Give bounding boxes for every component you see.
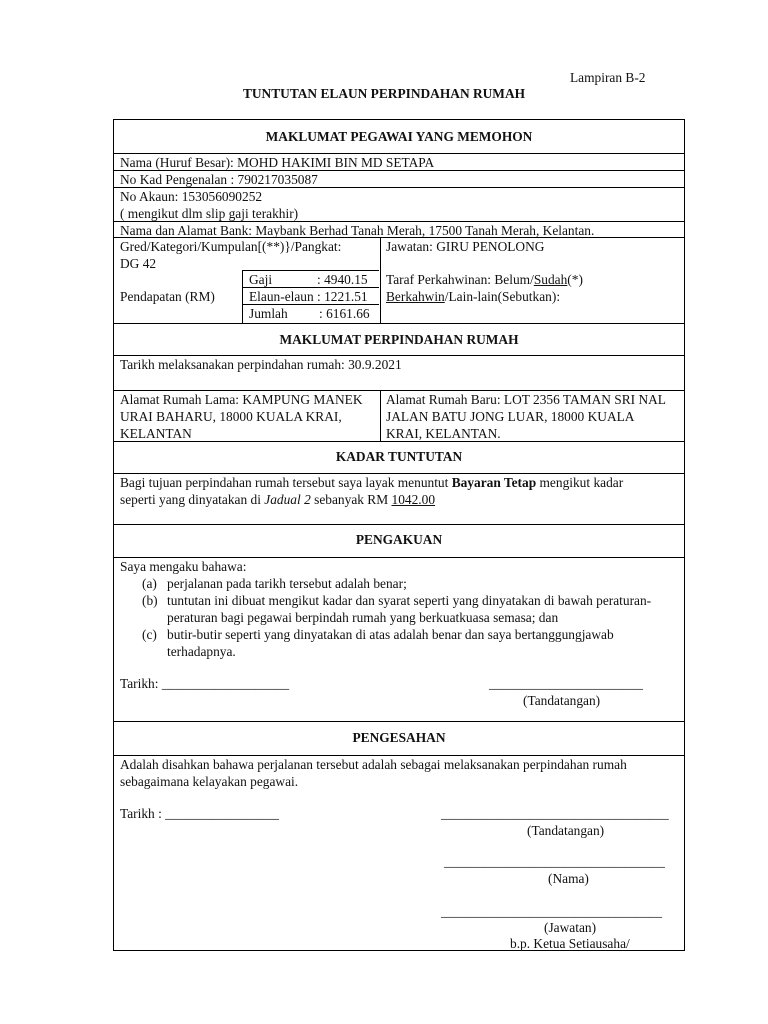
divider [114, 721, 684, 722]
akaun-field: No Akaun: 153056090252 [120, 189, 263, 204]
form-title: TUNTUTAN ELAUN PERPINDAHAN RUMAH [242, 86, 526, 101]
alamat-lama-line: URAI BAHARU, 18000 KUALA KRAI, [120, 409, 342, 424]
divider [114, 524, 684, 525]
pengesahan-text-line: Adalah disahkan bahawa perjalanan tersebut adalah sebagai melaksanakan perpindahan rumah [120, 757, 627, 772]
pengesahan-jawatan-line[interactable]: _________________________________ [441, 904, 662, 919]
pendapatan-label: Pendapatan (RM) [120, 289, 215, 304]
alamat-baru-line: Alamat Rumah Baru: LOT 2356 TAMAN SRI NAL [386, 392, 666, 407]
pengakuan-marker: (b) [142, 593, 158, 608]
pengesahan-jawatan-label: (Jawatan) [544, 920, 597, 935]
kad-pengenalan-field: No Kad Pengenalan : 790217035087 [120, 172, 318, 187]
alamat-lama-line: KELANTAN [120, 426, 192, 441]
gaji-label: Gaji [249, 272, 273, 287]
kadar-text-line: seperti yang dinyatakan di Jadual 2 sebanyak RM 1042.00 [120, 492, 436, 507]
pengakuan-item-line: butir-butir seperti yang dinyatakan di atas adalah benar dan saya bertanggungjawab [167, 627, 614, 642]
divider [380, 237, 381, 323]
pengakuan-item-line: tuntutan ini dibuat mengikut kadar dan syarat seperti yang dinyatakan di bawah peraturan- [167, 593, 652, 608]
alamat-lama-line: Alamat Rumah Lama: KAMPUNG MANEK [120, 392, 363, 407]
pengesahan-tarikh-field[interactable]: Tarikh : _________________ [120, 806, 279, 821]
pengakuan-intro: Saya mengaku bahawa: [120, 559, 247, 574]
alamat-baru-line: KRAI, KELANTAN. [386, 426, 501, 441]
gred-label: Gred/Kategori/Kumpulan[(**)}/Pangkat: [120, 239, 342, 254]
akaun-note: ( mengikut dlm slip gaji terakhir) [120, 206, 299, 221]
kadar-amount: 1042.00 [391, 492, 436, 507]
gred-value: DG 42 [120, 256, 157, 271]
gaji-value: : 4940.15 [317, 272, 368, 287]
taraf-perkahwinan-field: Taraf Perkahwinan: Belum/Sudah(*) [386, 272, 583, 287]
divider [380, 390, 381, 441]
divider [114, 441, 684, 442]
section-heading-pegawai: MAKLUMAT PEGAWAI YANG MEMOHON [265, 129, 533, 144]
form-frame [113, 119, 685, 951]
pengakuan-signature-label: (Tandatangan) [523, 693, 601, 708]
pengesahan-nama-label: (Nama) [548, 871, 589, 886]
section-heading-kadar: KADAR TUNTUTAN [335, 449, 463, 464]
pengakuan-item-line: perjalanan pada tarikh tersebut adalah benar; [167, 576, 407, 591]
pengakuan-marker: (a) [142, 576, 157, 591]
pengesahan-nama-line[interactable]: _________________________________ [444, 854, 665, 869]
bank-field: Nama dan Alamat Bank: Maybank Berhad Tanah Merah, 17500 Tanah Merah, Kelantan. [120, 223, 595, 238]
taraf-perkahwinan-options: Berkahwin/Lain-lain(Sebutkan): [386, 289, 561, 304]
pengesahan-signature-label: (Tandatangan) [527, 823, 605, 838]
pengesahan-signature-line[interactable]: __________________________________ [441, 806, 669, 821]
pengakuan-item-line: peraturan bagi pegawai berpindah rumah yang berkuatkuasa semasa; dan [167, 610, 559, 625]
pengakuan-marker: (c) [142, 627, 157, 642]
nama-field: Nama (Huruf Besar): MOHD HAKIMI BIN MD SETAPA [120, 155, 435, 170]
divider [242, 270, 243, 323]
pengesahan-bp-text: b.p. Ketua Setiausaha/ [510, 936, 630, 951]
jumlah-label: Jumlah [249, 306, 288, 321]
divider [114, 323, 684, 324]
kadar-text-line: Bagi tujuan perpindahan rumah tersebut saya layak menuntut Bayaran Tetap mengikut kadar [120, 475, 624, 490]
lampiran-label: Lampiran B-2 [570, 70, 646, 85]
section-heading-perpindahan: MAKLUMAT PERPINDAHAN RUMAH [279, 332, 519, 347]
pengakuan-item-line: terhadapnya. [167, 644, 236, 659]
elaun-field: Elaun-elaun : 1221.51 [249, 289, 368, 304]
jumlah-value: : 6161.66 [319, 306, 370, 321]
pengakuan-signature-line[interactable]: _______________________ [489, 676, 643, 691]
pengakuan-tarikh-field[interactable]: Tarikh: ___________________ [120, 676, 290, 691]
jawatan-field: Jawatan: GIRU PENOLONG [386, 239, 545, 254]
tarikh-pindah-field: Tarikh melaksanakan perpindahan rumah: 30.9.2021 [120, 357, 402, 372]
alamat-baru-line: JALAN BATU JONG LUAR, 18000 KUALA [386, 409, 635, 424]
section-heading-pengakuan: PENGAKUAN [355, 532, 443, 547]
pengesahan-text-line: sebagaimana kelayakan pegawai. [120, 774, 299, 789]
section-heading-pengesahan: PENGESAHAN [352, 730, 446, 745]
